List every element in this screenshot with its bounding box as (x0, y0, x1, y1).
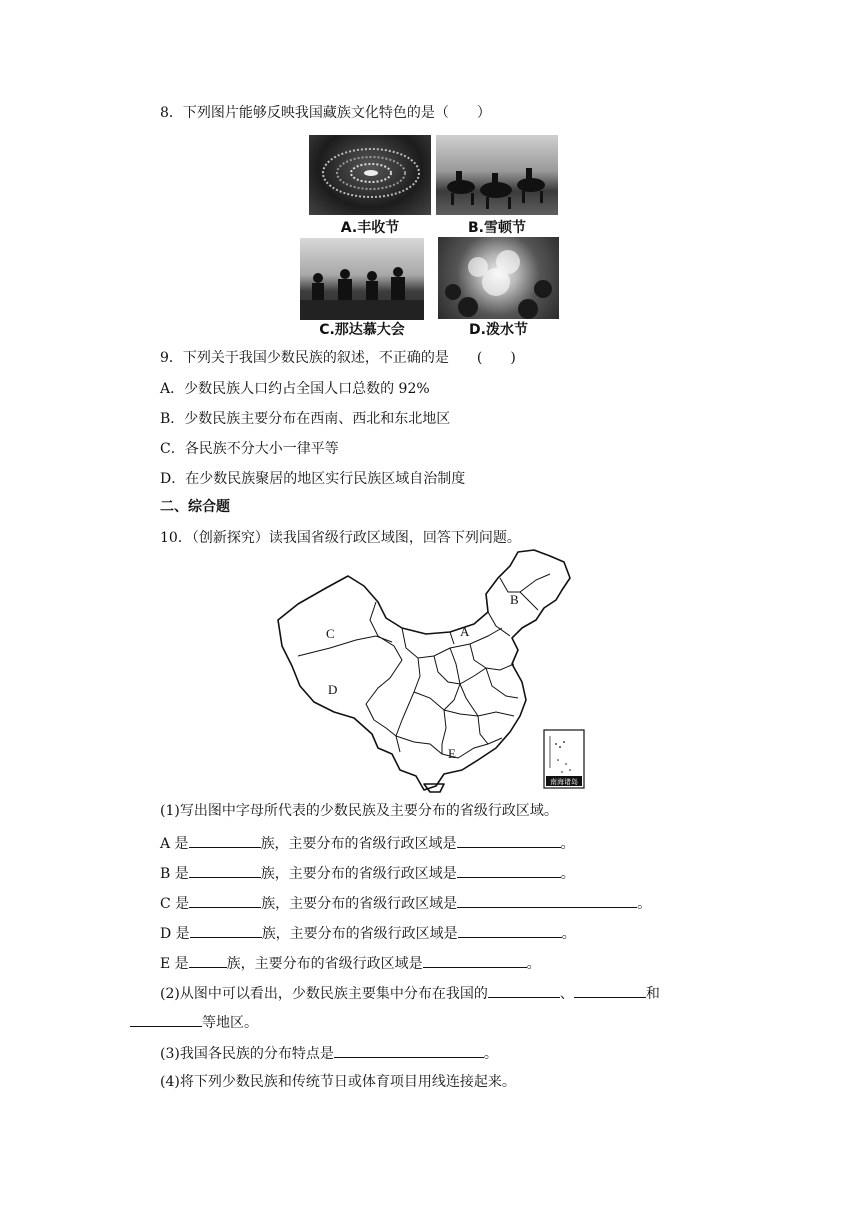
map-label-a: A (460, 624, 470, 639)
fill-row-end: 。 (526, 956, 541, 972)
fill-row-text: 族，主要分布的省级行政区域是 (226, 956, 423, 972)
option-c-caption: C.那达慕大会 (319, 322, 405, 338)
fill-row-letter: A 是 (160, 836, 189, 852)
region-blank-b[interactable] (457, 862, 561, 878)
option-d-caption: D.泼水节 (469, 322, 528, 338)
south-china-sea-inset (544, 730, 584, 788)
sub2-text: (2)从图中可以看出，少数民族主要集中分布在我国的 (160, 986, 488, 1002)
option-b-caption: B.雪顿节 (468, 220, 526, 236)
sub2-and: 和 (645, 986, 660, 1002)
ethnic-blank-a[interactable] (189, 832, 261, 848)
q10-sub2-line1 (160, 982, 660, 1004)
map-label-c: C (326, 626, 335, 641)
sub3-text: (3)我国各民族的分布特点是 (160, 1046, 334, 1062)
region-blank-e[interactable] (423, 952, 527, 968)
sub2-separator: 、 (559, 986, 574, 1002)
nadam-fair-photo (300, 238, 424, 320)
fill-row-e (160, 952, 541, 974)
water-splashing-festival-photo (438, 237, 559, 319)
fill-row-d (160, 922, 576, 944)
option-a-caption: A.丰收节 (340, 220, 400, 236)
ethnic-blank-b[interactable] (189, 862, 261, 878)
q9-stem: 9．下列关于我国少数民族的叙述，不正确的是 ( ) (160, 350, 516, 366)
q10-stem: 10．（创新探究）读我国省级行政区域图，回答下列问题。 (160, 530, 521, 546)
inset-label: 南海诸岛 (550, 778, 578, 786)
distribution-blank[interactable] (334, 1042, 484, 1058)
ethnic-blank-c[interactable] (189, 892, 261, 908)
fill-row-letter: B 是 (160, 866, 189, 882)
q10-sub3 (160, 1042, 498, 1064)
region-blank-a[interactable] (457, 832, 561, 848)
q10-sub4: (4)将下列少数民族和传统节日或体育项目用线连接起来。 (160, 1074, 516, 1090)
shoton-festival-photo (436, 135, 558, 215)
fill-row-letter: E 是 (160, 956, 189, 972)
fill-row-end: 。 (560, 866, 575, 882)
fill-row-end: 。 (561, 926, 576, 942)
china-province-map (274, 548, 592, 794)
region-blank-d[interactable] (458, 922, 562, 938)
fill-row-text: 族，主要分布的省级行政区域是 (261, 896, 458, 912)
region-blank-c[interactable] (457, 892, 637, 908)
fill-row-text: 族，主要分布的省级行政区域是 (260, 866, 457, 882)
fill-row-text: 族，主要分布的省级行政区域是 (260, 836, 457, 852)
fill-row-c (160, 892, 651, 914)
harvest-festival-image (309, 135, 431, 215)
map-outline (278, 550, 570, 792)
fill-row-a (160, 832, 575, 854)
q8-stem: 8．下列图片能够反映我国藏族文化特色的是（ ） (160, 105, 491, 121)
fill-row-b (160, 862, 575, 884)
q9-option-a: A．少数民族人口约占全国人口总数的 92% (160, 381, 430, 397)
map-label-d: D (328, 682, 338, 697)
fill-row-text: 族，主要分布的省级行政区域是 (261, 926, 458, 942)
q9-option-d: D．在少数民族聚居的地区实行民族区域自治制度 (160, 471, 466, 487)
q9-option-b: B．少数民族主要分布在西南、西北和东北地区 (160, 411, 451, 427)
nadam-fair-image (300, 238, 424, 320)
section-title: 二、综合题 (160, 499, 230, 515)
fill-row-letter: D 是 (160, 926, 190, 942)
area-blank-3[interactable] (130, 1011, 202, 1027)
q9-option-c: C．各民族不分大小一律平等 (160, 441, 339, 457)
sub3-end: 。 (483, 1046, 498, 1062)
ethnic-blank-d[interactable] (190, 922, 262, 938)
fill-row-end: 。 (637, 896, 652, 912)
q10-sub2-line2 (130, 1011, 258, 1033)
fill-row-end: 。 (560, 836, 575, 852)
fill-row-letter: C 是 (160, 896, 190, 912)
map-label-b: B (510, 592, 519, 607)
map-label-e: E (448, 746, 456, 761)
water-splashing-festival-image (438, 237, 559, 319)
ethnic-blank-e[interactable] (189, 952, 227, 968)
area-blank-1[interactable] (488, 982, 560, 998)
harvest-festival-photo (309, 135, 431, 215)
area-blank-2[interactable] (574, 982, 646, 998)
sub2-end: 等地区。 (202, 1015, 258, 1031)
shoton-festival-image (436, 135, 558, 215)
q10-sub1: (1)写出图中字母所代表的少数民族及主要分布的省级行政区域。 (160, 803, 558, 819)
